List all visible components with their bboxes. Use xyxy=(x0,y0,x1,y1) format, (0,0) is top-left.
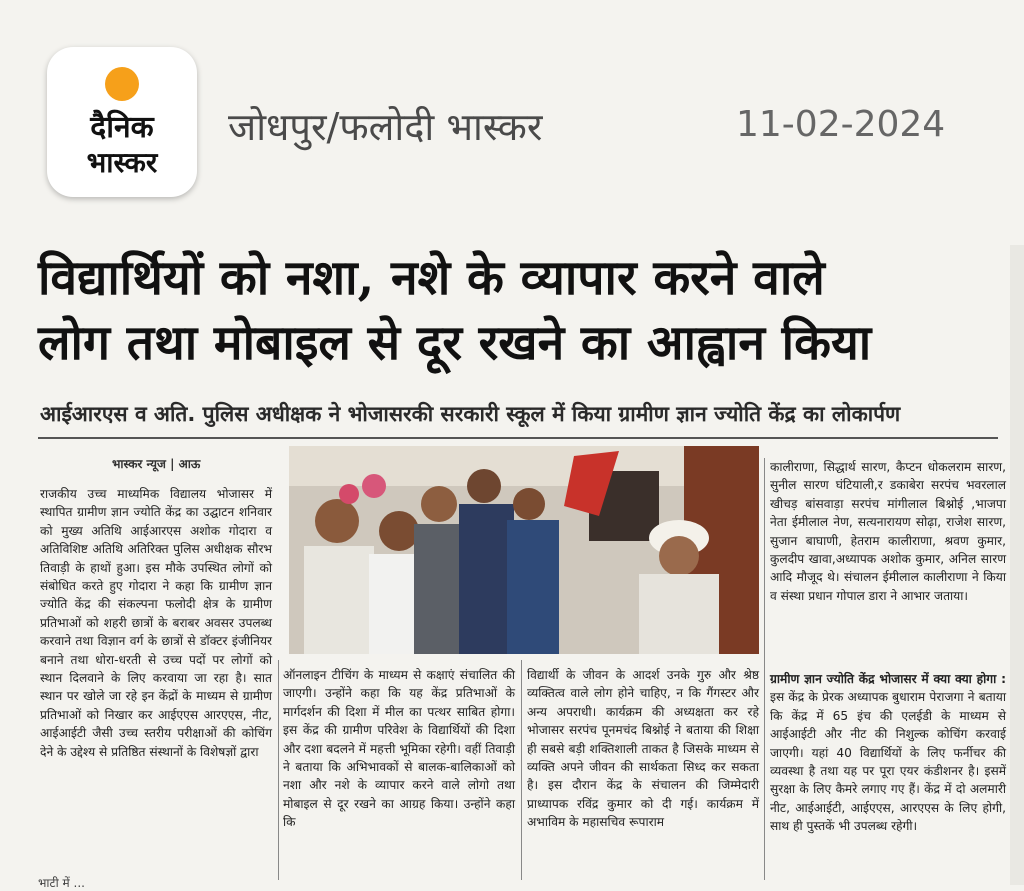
cut-off-next-article: भाटी में ... xyxy=(38,876,85,890)
info-box xyxy=(770,670,1006,836)
info-box-heading: ग्रामीण ज्ञान ज्योति केंद्र भोजासर में क्या क्या होगा : xyxy=(770,672,1006,686)
article-column-3: विद्यार्थी के जीवन के आदर्श उनके गुरु और श्रेष्ठ व्यक्तित्व वाले लोग होने चाहिए, न कि गैंगस्टर और अन्य अपराधी। कार्यक्रम की अध्यक्षता कर रहे भोजासर सरपंच पूनमचंद बिश्नोई ने बताया की शिक्षा ही सबसे बड़ी शक्तिशाली ताकत है जिसके माध्यम से व्यक्ति अपने जीवन की सार्थकता सिध्द कर सकता है। इस दौरान केंद्र के संचालन की जिम्मेदारी प्राध्यापक रविंद्र कुमार को दी गई। कार्यक्रम में अभाविम के महासचिव रूपाराम xyxy=(527,668,759,830)
article-column-4: कालीराणा, सिद्धार्थ सारण, कैप्टन धोकलराम सारण, सुनील सारण घंटियाली,र डकाबेरा सरपंच भवरलाल खीचड़ बांसवाड़ा सरपंच मांगीलाल बिश्नोई ,भाजपा नेता ईमीलाल नेण, सत्यनारायण सोढ़ा, राजेश सारण, सुजान बाघाणी, हेतराम कालीराणा, श्रवण कुमार, कुलदीप खावा,अध्यापक अशोक कुमार, अनिल सारण आदि मौजूद थे। संचालन ईमीलाल कालीराणा ने किया व संस्था प्रधान गोपाल डारा ने आभार जताया। xyxy=(770,460,1006,603)
column-rule xyxy=(521,660,522,880)
headline-line1: विद्यार्थियों को नशा, नशे के व्यापार करने वाले xyxy=(38,250,825,306)
edition-name: जोधपुर/फलोदी भास्कर xyxy=(228,105,543,149)
column-rule xyxy=(278,660,279,880)
subheadline: आईआरएस व अति. पुलिस अधीक्षक ने भोजासरकी सरकारी स्कूल में किया ग्रामीण ज्ञान ज्योति केंद्र का लोकार्पण xyxy=(40,402,901,426)
article-column-1: राजकीय उच्च माध्यमिक विद्यालय भोजासर में स्थापित ग्रामीण ज्ञान ज्योति केंद्र का उद्घाटन शनिवार को मुख्य अतिथि आईआरएस अशोक गोदारा व अतिविशिष्ट अतिथि अतिरिक्त पुलिस अधीक्षक सौरभ तिवाड़ी के हाथों हुआ। इस मौके उपस्थित लोगों को संबोधित करते हुए गोदारा ने कहा कि ग्रामीण ज्ञान ज्योति केंद्र की संकल्पना फलोदी क्षेत्र के ग्रामीण प्रतिभाओं को शहरी छात्रों के बराबर अवसर उपलब्ध करवाने तथा विज्ञान वर्ग के छात्रों से डॉक्टर इंजीनियर बनाने तथा धोरा-धरती से उच्च पदों पर लोगों को स्थान दिलवाने के लिए करवाया जा रहा है। सात स्थान पर खोले जा रहे इन केंद्रों के माध्यम से ग्रामीण प्रतिभाओं को निखार कर आईएएस आरएएस, नीट, आईआईटी जैसी उच्च स्तरीय परीक्षाओं की कोचिंग देने के उद्देश्य से प्रतिष्ठित संस्थानों के विशेषज्ञों द्वारा xyxy=(40,487,272,759)
event-photo xyxy=(289,446,759,654)
adjacent-article-edge xyxy=(1010,245,1024,885)
divider xyxy=(38,437,998,439)
dainik-bhaskar-logo xyxy=(47,47,197,197)
logo-line2: भास्कर xyxy=(86,146,158,179)
headline-line2: लोग तथा मोबाइल से दूर रखने का आह्वान किया xyxy=(38,315,872,371)
info-box-body: इस केंद्र के प्रेरक अध्यापक बुधाराम पेराजगा ने बताया कि केंद्र में 65 इंच की एलईडी के माध्यम से आईआईटी और नीट की निशुल्क कोचिंग करवाई जाएगी। यहां 40 विद्यार्थियों के लिए फर्नीचर की व्यवस्था है तथा यह पर पूरा एयर कंडीशनर है। इसमें सुरक्षा के लिए कैमरे लगाए गए हैं। केंद्र में दो अलमारी नीट, आईआईटी, आईएएस, आरएएस के लिए होगी, साथ ही पुस्तकें भी उपलब्ध रहेगी। xyxy=(770,690,1006,834)
edition-date: 11-02-2024 xyxy=(736,104,946,145)
article-column-2: ऑनलाइन टीचिंग के माध्यम से कक्षाएं संचालित की जाएगी। उन्होंने कहा कि यह केंद्र प्रतिभाओं के मार्गदर्शन की दिशा में मील का पत्थर साबित होगा। इस केंद्र की ग्रामीण परिवेश के विद्यार्थियों की दिशा और दशा बदलने में महत्ती भूमिका रहेगी। वहीं तिवाड़ी ने बताया कि अभिभावकों से बालक-बालिकाओं को नशा और नशे के व्यापार करने वाले लोगो तथा मोबाइल से दूर रखने का आग्रह किया। उन्होंने कहा कि xyxy=(283,668,515,830)
column-rule xyxy=(764,458,765,880)
logo-line1: दैनिक xyxy=(90,110,154,145)
sun-icon xyxy=(105,67,139,101)
byline: भास्कर न्यूज | आऊ xyxy=(112,457,201,471)
